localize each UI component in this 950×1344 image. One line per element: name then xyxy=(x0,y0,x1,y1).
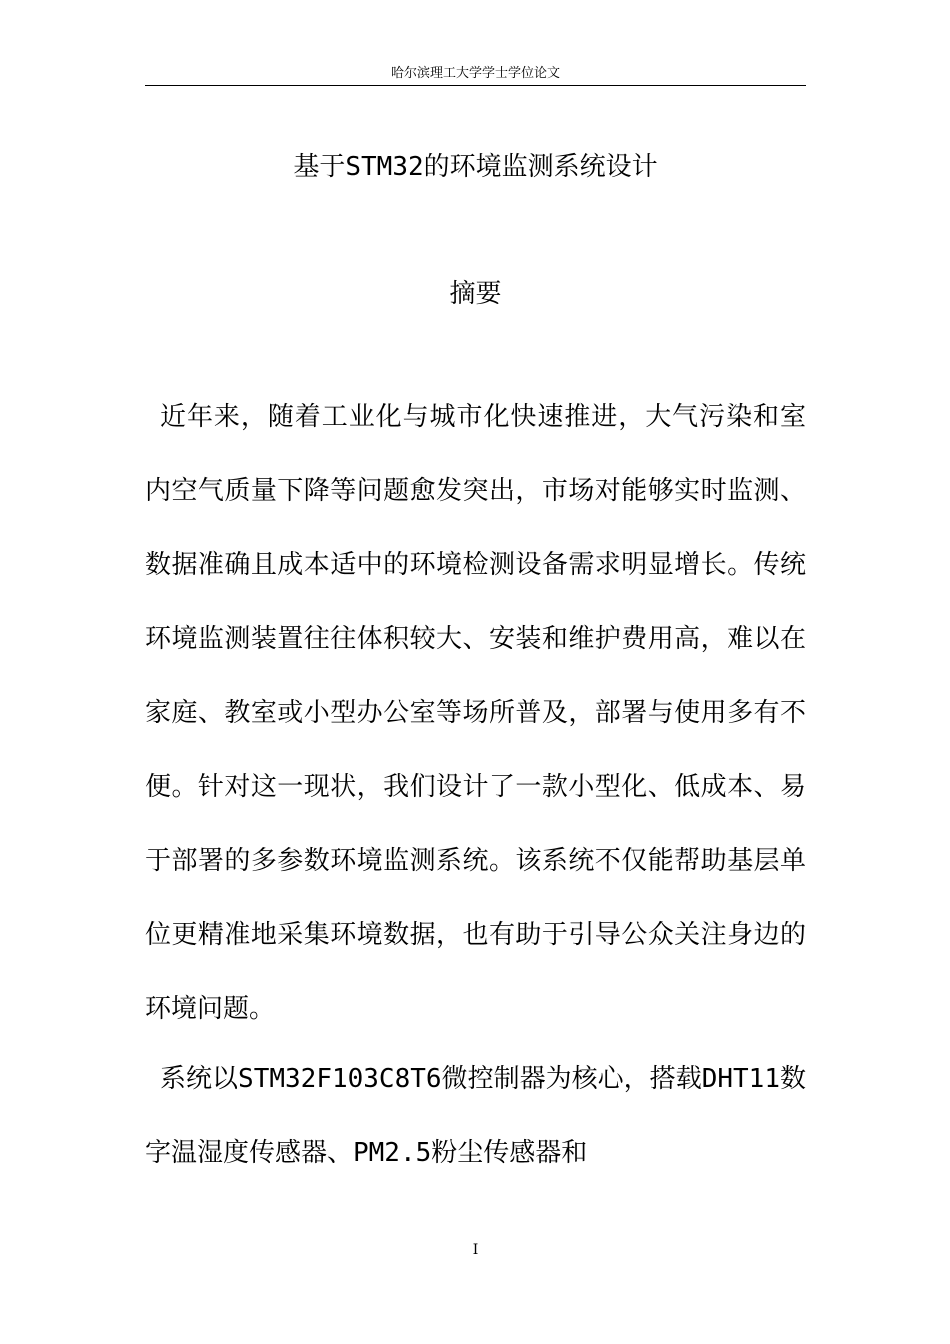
abstract-paragraph-1: 近年来，随着工业化与城市化快速推进，大气污染和室内空气质量下降等问题愈发突出，市场对能够实时监测、数据准确且成本适中的环境检测设备需求明显增长。传统环境监测装置往往体积较大、安装和维护费用高，难以在家庭、教室或小型办公室等场所普及，部署与使用多有不便。针对这一现状，我们设计了一款小型化、低成本、易于部署的多参数环境监测系统。该系统不仅能帮助基层单位更精准地采集环境数据，也有助于引导公众关注身边的环境问题。 xyxy=(145,402,806,1024)
page-number: I xyxy=(472,1242,479,1258)
abstract-paragraph-2: 系统以STM32F103C8T6微控制器为核心，搭载DHT11数字温湿度传感器、PM2.5粉尘传感器和 xyxy=(145,1064,806,1168)
running-header: 哈尔滨理工大学学士学位论文 xyxy=(390,66,560,81)
header-rule xyxy=(145,85,806,86)
paper-title: 基于STM32的环境监测系统设计 xyxy=(293,152,658,182)
abstract-heading: 摘要 xyxy=(449,279,502,309)
